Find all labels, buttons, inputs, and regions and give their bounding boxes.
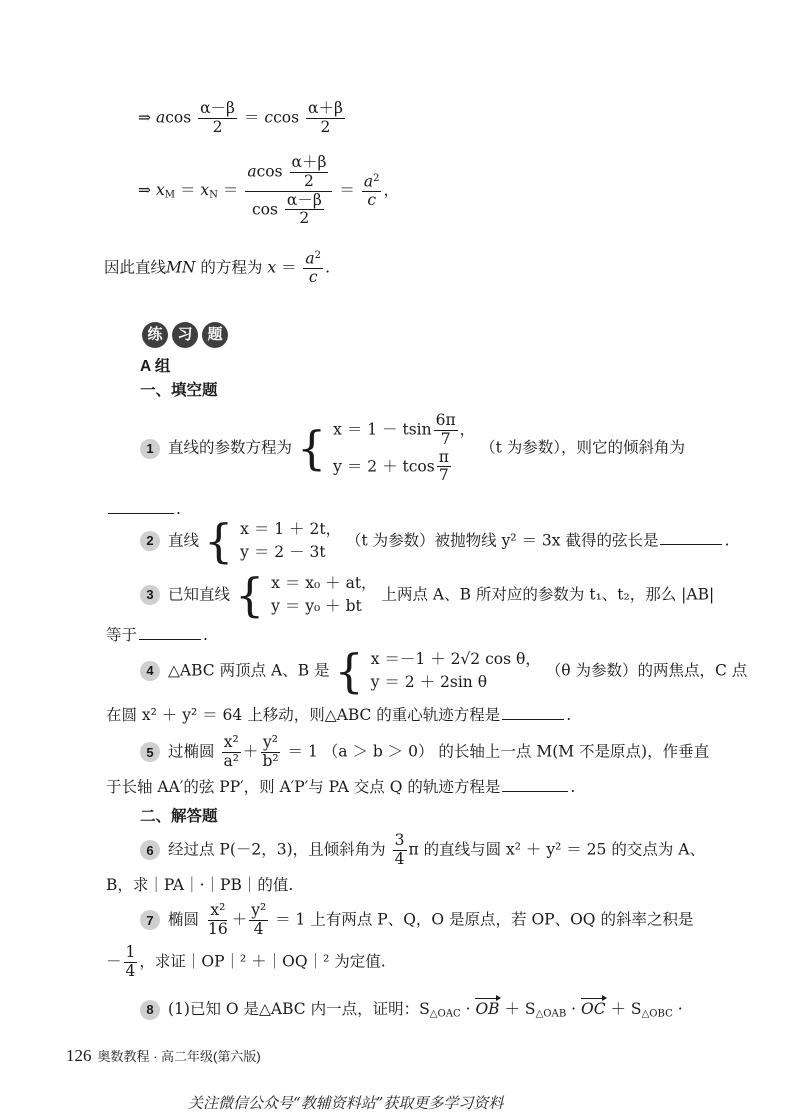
problem-1-answer-line: . — [106, 500, 181, 519]
vector-oc: OC — [581, 1000, 606, 1018]
problem-4-continued: 在圆 x² ＋ y² ＝ 64 上移动，则△ABC 的重心轨迹方程是 . — [106, 706, 572, 724]
vector-ob: OB — [475, 1000, 500, 1018]
problem-6: 6 经过点 P(－2，3)，且倾斜角为 $\frac{3}{4}$ π 的直线与圆 x² ＋ y² ＝ 25 的交点为 A、 — [140, 832, 705, 869]
fraction: $\frac{a^2}{c}$ — [363, 172, 380, 209]
problem-5-continued: 于长轴 AA′的弦 PP′，则 A′P′与 PA 交点 Q 的轨迹方程是 . — [106, 778, 576, 796]
page-footer — [66, 1046, 261, 1066]
section-fill-in-heading: 一、填空题 — [140, 382, 218, 399]
compound-fraction: acos $\frac{\alpha+\beta}{2}$ cos $\frac{\alpha-\beta}{2}$ — [245, 154, 332, 228]
problem-2: 2 直线 { x ＝ 1 ＋ 2t， y ＝ 2 － 3t （t 为参数）被抛物线 y² ＝ 3x 截得的弦长是 . — [140, 518, 729, 565]
problem-number: 7 — [140, 910, 160, 930]
problem-number: 2 — [140, 531, 160, 551]
problem-7-continued: － $\frac{1}{4}$ ，求证｜OP｜² ＋｜OQ｜² 为定值. — [106, 943, 386, 980]
problem-number: 6 — [140, 840, 160, 860]
problem-number: 8 — [140, 1000, 160, 1020]
problem-number: 3 — [140, 585, 160, 605]
page-number: 126 — [66, 1046, 92, 1065]
problem-4: 4 △ABC 两顶点 A、B 是 { x ＝－1 ＋ 2√2 cos θ， y ＝ 2 ＋ 2sin θ （θ 为参数）的两焦点，C 点 — [140, 648, 747, 695]
problem-8: 8 (1)已知 O 是△ABC 内一点，证明：$S_{\triangle OAC}$ · OB ＋ $S_{\triangle OAB}$ · OC ＋ $S_{\triangle OBC}$ · — [140, 1000, 683, 1021]
problem-1: 1 直线的参数方程为 { x ＝ 1 － tsin $\frac{6\pi}{7}$ ， y ＝ 2 ＋ tcos $\frac{\pi}{7}$ （t 为参数），则它的倾斜角为 — [140, 412, 685, 485]
section-solve-heading: 二、解答题 — [140, 808, 218, 825]
answer-blank[interactable] — [108, 512, 174, 514]
problem-3-continued: 等于 . — [106, 626, 208, 644]
group-a-heading: A 组 — [140, 358, 171, 375]
fraction: $\frac{a^2}{c}$ — [305, 249, 322, 287]
problem-7: 7 椭圆 $\frac{\text{x²}}{16}$ ＋ $\frac{\text{y²}}{4}$ ＝ 1 上有两点 P、Q，O 是原点，若 OP、OQ 的斜率之积是 — [140, 902, 693, 939]
conclusion-line: 因此直线MN 的方程为 x ＝ $\frac{a^2}{c}$ . — [104, 249, 331, 287]
answer-blank[interactable] — [660, 543, 722, 545]
derivation-line-2: ⇒ $x_M = x_N$ ＝ acos $\frac{\alpha+\beta}{2}$ cos $\frac{\alpha-\beta}{2}$ ＝ $\frac{a^2}{c}$ ， — [138, 153, 399, 228]
problem-6-continued: B，求｜PA｜·｜PB｜的值. — [106, 876, 294, 894]
fraction: $\frac{\alpha+\beta}{2}$ — [308, 99, 343, 136]
derivation-line-1: ⇒ acos $\frac{\alpha-\beta}{2}$ ＝ ccos $\frac{\alpha+\beta}{2}$ — [138, 99, 343, 136]
exercise-title-badge: 练 习 题 — [142, 322, 228, 348]
answer-blank[interactable] — [139, 638, 201, 640]
fraction: $\frac{\alpha-\beta}{2}$ — [200, 99, 236, 136]
problem-number: 1 — [140, 439, 160, 459]
problem-3: 3 已知直线 { x ＝ x₀ ＋ at， y ＝ y₀ ＋ bt 上两点 A、B 所对应的参数为 t₁、t₂，那么 |AB| — [140, 572, 714, 619]
book-title: 奥数教程 · 高二年级(第六版) — [97, 1049, 261, 1064]
problem-5: 5 过椭圆 $\frac{\text{x²}}{\text{a²}}$ ＋ $\frac{\text{y²}}{\text{b²}}$ ＝ 1 （a ＞ b ＞ 0） 的长轴上一点 M(M 不是原点)，作垂直 — [140, 734, 709, 771]
promo-note: 关注微信公众号“教辅资料站”获取更多学习资料 — [188, 1094, 504, 1112]
problem-number: 5 — [140, 742, 160, 762]
answer-blank[interactable] — [502, 790, 568, 792]
problem-number: 4 — [140, 661, 160, 681]
answer-blank[interactable] — [502, 718, 564, 720]
